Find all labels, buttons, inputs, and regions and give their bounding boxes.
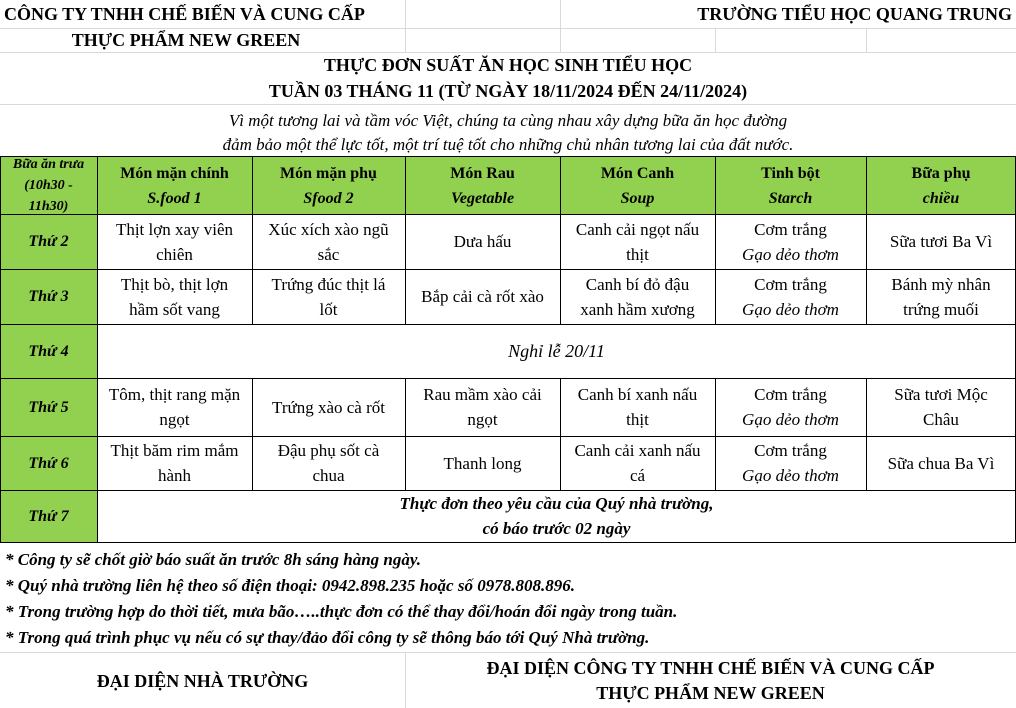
menu-cell: Cơm trắng Gạo dẻo thơm [742,385,839,429]
day-label-thu-4: Thứ 4 [0,324,97,378]
day-label-thu-5: Thứ 5 [0,378,97,436]
menu-cell: Cơm trắng Gạo dẻo thơm [742,274,839,319]
menu-cell: Tôm, thịt rang mặn ngọt [108,385,241,429]
day-label-thu-3: Thứ 3 [0,269,97,324]
company-representative: ĐẠI DIỆN CÔNG TY TNHH CHẾ BIẾN VÀ CUNG CẤP THỰC PHẨM NEW GREEN [486,658,935,703]
note-cutoff-time: * Công ty sẽ chốt giờ báo suất ăn trước 8h sáng hàng ngày. [5,549,422,569]
company-name-line2: THỰC PHẨM NEW GREEN [71,29,301,50]
menu-cell: Canh bí đỏ đậu xanh hầm xương [580,274,695,319]
menu-cell: Thịt bò, thịt lợn hầm sốt vang [120,274,229,319]
menu-cell: Trứng xào cà rốt [272,397,385,417]
col-header-starch: Tinh bột Starch [715,157,866,214]
company-name-line1: CÔNG TY TNHH CHẾ BIẾN VÀ CUNG CẤP [4,3,365,24]
menu-cell: Canh bí xanh nấu thịt [577,385,698,429]
saturday-request-notice: Thực đơn theo yêu cầu của Quý nhà trường, có báo trước 02 ngày [399,494,714,538]
day-label-thu-6: Thứ 6 [0,436,97,490]
school-name: TRƯỜNG TIỂU HỌC QUANG TRUNG [697,3,1012,24]
col-header-afternoon-snack: Bữa phụ chiều [866,157,1016,214]
menu-cell: Cơm trắng Gạo dẻo thơm [742,441,839,485]
slogan-line1: Vì một tương lai và tầm vóc Việt, chúng ta cùng nhau xây dựng bữa ăn học đường [228,110,788,130]
col-header-soup: Món Canh Soup [560,157,715,214]
holiday-notice: Nghỉ lễ 20/11 [508,340,605,361]
note-change-notification: * Trong quá trình phục vụ nếu có sự thay/đảo đổi công ty sẽ thông báo tới Quý Nhà trường. [5,627,650,647]
menu-cell: Thanh long [443,453,522,473]
menu-cell: Cơm trắng Gạo dẻo thơm [742,219,839,264]
col-header-vegetable: Món Rau Vegetable [405,157,560,214]
week-title: TUẦN 03 THÁNG 11 (TỪ NGÀY 18/11/2024 ĐẾN 24/11/2024) [268,80,748,101]
day-label-thu-2: Thứ 2 [0,214,97,269]
menu-cell: Canh cải ngọt nấu thịt [575,219,700,264]
menu-cell: Sữa tươi Ba Vì [889,232,993,251]
menu-cell: Đậu phụ sốt cà chua [277,441,380,485]
day-label-thu-7: Thứ 7 [0,490,97,542]
menu-cell: Bánh mỳ nhân trứng muối [891,274,991,319]
menu-cell: Canh cải xanh nấu cá [574,441,701,485]
menu-title: THỰC ĐƠN SUẤT ĂN HỌC SINH TIỂU HỌC [323,54,693,75]
menu-cell: Xúc xích xào ngũ sắc [268,219,389,264]
menu-cell: Sữa tươi Mộc Châu [894,385,988,429]
menu-cell: Sữa chua Ba Vì [887,453,995,473]
menu-cell: Bắp cải cà rốt xào [421,287,544,306]
note-weather-change: * Trong trường hợp do thời tiết, mưa bão…..thực đơn có thể thay đổi/hoán đổi ngày trong tuần. [5,601,678,621]
school-representative: ĐẠI DIỆN NHÀ TRƯỜNG [96,670,309,691]
note-phone-contact: * Quý nhà trường liên hệ theo số điện thoại: 0942.898.235 hoặc số 0978.808.896. [5,575,575,595]
col-header-side-dish: Món mặn phụ Sfood 2 [252,157,405,214]
menu-cell: Trứng đúc thịt lá lốt [271,274,386,319]
col-header-main-dish: Món mặn chính S.food 1 [97,157,252,214]
slogan-line2: đảm bảo một thể lực tốt, một trí tuệ tốt cho những chủ nhân tương lai của đất nước. [222,134,794,154]
menu-cell: Dưa hấu [453,232,512,251]
col-header-meal-time: Bữa ăn trưa (10h30 - 11h30) [0,157,97,214]
menu-cell: Thịt lợn xay viên chiên [115,219,234,264]
menu-cell: Thịt băm rim mắm hành [110,441,239,485]
menu-cell: Rau mầm xào cải ngọt [423,385,542,429]
